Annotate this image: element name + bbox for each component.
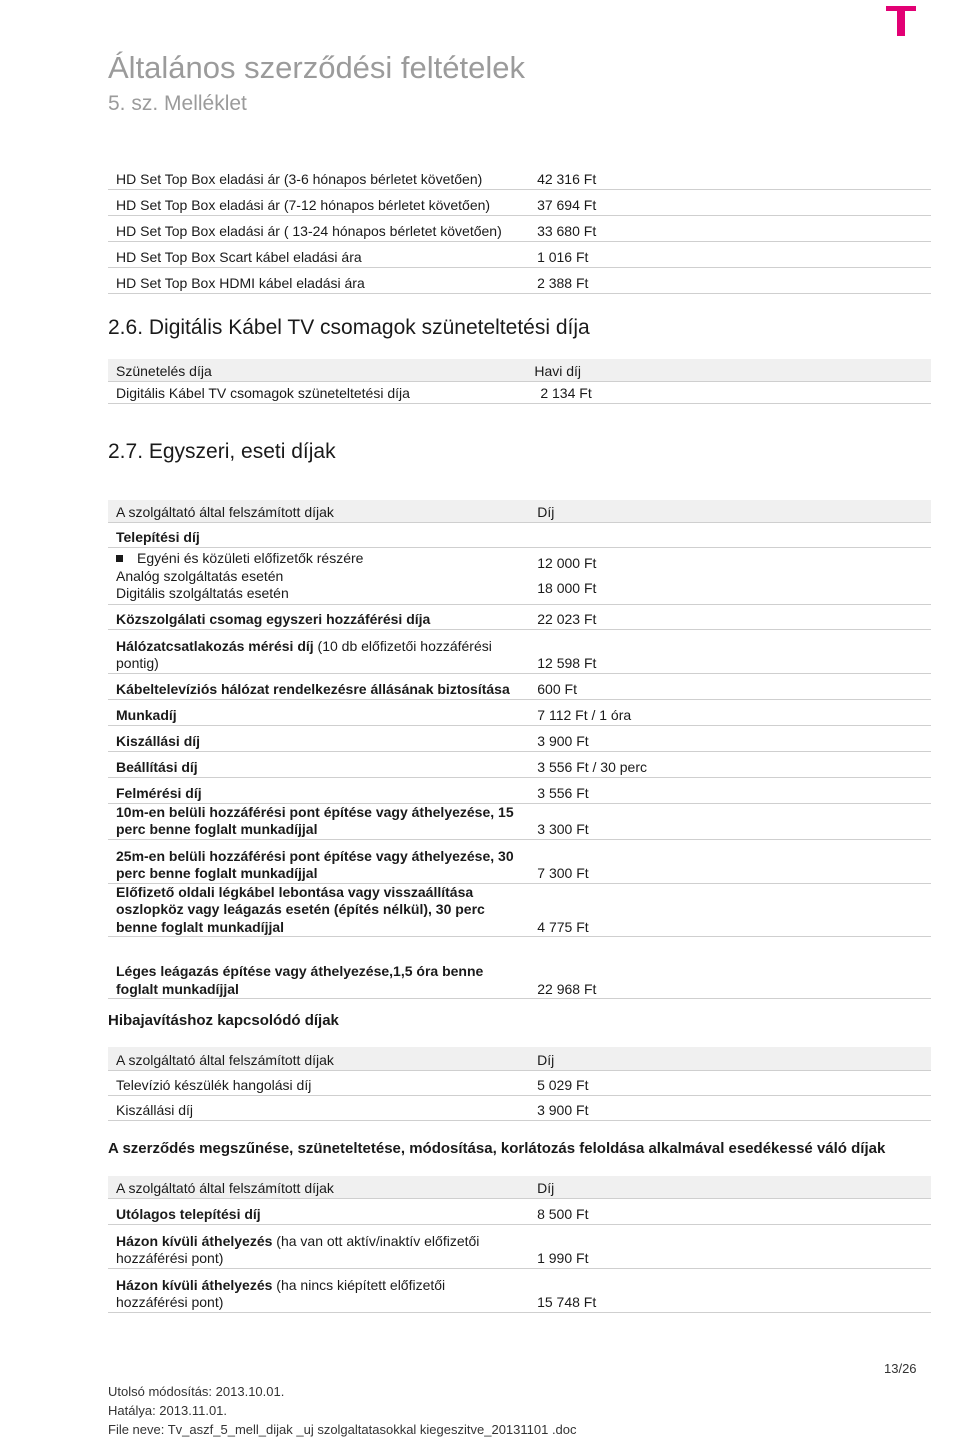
row-label: Kábeltelevíziós hálózat rendelkezésre állásának biztosítása <box>108 673 525 699</box>
bullet-text: Egyéni és közületi előfizetők részére <box>137 550 364 566</box>
header-label: A szolgáltató által felszámított díjak <box>108 1047 525 1070</box>
table-row <box>108 522 931 547</box>
analog-value: 12 000 Ft <box>537 554 597 571</box>
table-row <box>108 381 931 403</box>
document-title: Általános szerződési feltételek <box>108 50 526 85</box>
page-header <box>108 50 525 117</box>
row-value: 7 112 Ft / 1 óra <box>525 699 931 725</box>
row-label: HD Set Top Box eladási ár (7-12 hónapos bérletet követően) <box>108 189 525 215</box>
table-row <box>108 777 931 803</box>
row-label: HD Set Top Box eladási ár (3-6 hónapos bérletet követően) <box>108 163 525 189</box>
suspension-fee-table <box>108 359 931 404</box>
section-2-7-heading: 2.7. Egyszeri, eseti díjak <box>108 440 336 463</box>
row-value: 12 598 Ft <box>525 629 931 673</box>
install-fee-label: Telepítési díj <box>108 522 525 547</box>
table-row <box>108 839 931 883</box>
table-row <box>108 629 931 673</box>
table-row <box>108 1224 931 1268</box>
row-label: Beállítási díj <box>108 751 525 777</box>
row-label-note: (10 db előfizetői hozzáférési pontig) <box>116 637 492 671</box>
stb-price-table <box>108 163 931 294</box>
row-label-bold: Házon kívüli áthelyezés <box>116 1232 273 1249</box>
row-label: 25m-en belüli hozzáférési pont építése vagy áthelyezése, 30 perc benne foglalt munkadíjjal <box>108 839 525 883</box>
row-value: 22 023 Ft <box>525 604 931 629</box>
row-value: 4 775 Ft <box>525 883 931 937</box>
table-header-row <box>108 1176 931 1198</box>
row-value: 33 680 Ft <box>525 215 931 241</box>
table-header-row <box>108 359 931 381</box>
table-row <box>108 937 931 999</box>
row-label-bold: Hálózatcsatlakozás mérési díj <box>116 637 314 654</box>
row-label: HD Set Top Box eladási ár ( 13-24 hónapos bérletet követően) <box>108 215 525 241</box>
document-subtitle: 5. sz. Melléklet <box>108 92 247 115</box>
row-label-bold: Utólagos telepítési díj <box>116 1206 261 1222</box>
row-label-note: (ha nincs kiépített előfizetői hozzáférési pont) <box>116 1276 446 1310</box>
repair-heading: Hibajavításhoz kapcsolódó díjak <box>108 1012 339 1029</box>
bullet-icon <box>116 555 123 562</box>
row-label <box>108 1268 525 1312</box>
header-value: Díj <box>525 500 931 522</box>
table-row <box>108 241 931 267</box>
header-value: Havi díj <box>522 359 931 381</box>
row-value: 42 316 Ft <box>525 163 931 189</box>
termination-fees-table <box>108 1176 931 1313</box>
page-number: 13/26 <box>884 1361 917 1376</box>
table-row <box>108 883 931 937</box>
table-row <box>108 751 931 777</box>
row-label: Kiszállási díj <box>108 725 525 751</box>
row-value: 1 016 Ft <box>525 241 931 267</box>
table-row <box>108 215 931 241</box>
row-value: 15 748 Ft <box>525 1268 931 1312</box>
row-label: Felmérési díj <box>108 777 525 803</box>
table-row <box>108 604 931 629</box>
table-row <box>108 1268 931 1312</box>
page-footer <box>108 1382 577 1439</box>
header-label: A szolgáltató által felszámított díjak <box>108 500 525 522</box>
row-label: HD Set Top Box HDMI kábel eladási ára <box>108 267 525 293</box>
row-value: 3 900 Ft <box>525 725 931 751</box>
row-value: 2 388 Ft <box>525 267 931 293</box>
table-row <box>108 1070 931 1095</box>
row-label <box>108 1224 525 1268</box>
table-row <box>108 673 931 699</box>
telekom-logo-icon <box>886 0 916 40</box>
header-label: A szolgáltató által felszámított díjak <box>108 1176 525 1198</box>
table-row <box>108 267 931 293</box>
row-value: 5 029 Ft <box>525 1070 931 1095</box>
table-row <box>108 1095 931 1120</box>
row-label-bold: Házon kívüli áthelyezés <box>116 1276 273 1293</box>
row-value: 3 300 Ft <box>525 803 931 839</box>
digital-value: 18 000 Ft <box>537 579 597 596</box>
row-value: 8 500 Ft <box>525 1198 931 1224</box>
header-label: Szünetelés díja <box>108 359 522 381</box>
row-label: Munkadíj <box>108 699 525 725</box>
row-value: 7 300 Ft <box>525 839 931 883</box>
row-value: 3 900 Ft <box>525 1095 931 1120</box>
row-value: 1 990 Ft <box>525 1224 931 1268</box>
table-row <box>108 163 931 189</box>
digital-label: Digitális szolgáltatás esetén <box>116 585 289 601</box>
row-value: 2 134 Ft <box>522 381 931 403</box>
effective-date: Hatálya: 2013.11.01. <box>108 1403 228 1418</box>
row-label: Közszolgálati csomag egyszeri hozzáférési díja <box>108 604 525 629</box>
row-label: Előfizető oldali légkábel lebontása vagy visszaállítása oszlopköz vagy leágazás esetén (építés nélkül), 30 perc benne foglalt munkadíjjal <box>108 883 525 937</box>
header-value: Díj <box>525 1047 931 1070</box>
row-label: HD Set Top Box Scart kábel eladási ára <box>108 241 525 267</box>
table-row <box>108 803 931 839</box>
row-value: 22 968 Ft <box>525 937 931 999</box>
row-value: 3 556 Ft <box>525 777 931 803</box>
row-label: Kiszállási díj <box>108 1095 525 1120</box>
row-label: Televízió készülék hangolási díj <box>108 1070 525 1095</box>
file-name: File neve: Tv_aszf_5_mell_dijak _uj szolgaltatasokkal kiegeszitve_20131101 .doc <box>108 1422 577 1437</box>
row-label <box>108 1198 525 1224</box>
row-value: 600 Ft <box>525 673 931 699</box>
header-value: Díj <box>525 1176 931 1198</box>
table-header-row <box>108 1047 931 1070</box>
row-value: 3 556 Ft / 30 perc <box>525 751 931 777</box>
table-row <box>108 547 931 604</box>
row-label: Digitális Kábel TV csomagok szüneteltetési díja <box>108 381 522 403</box>
row-label-note: (ha van ott aktív/inaktív előfizetői hozzáférési pont) <box>116 1232 480 1266</box>
row-label: 10m-en belüli hozzáférési pont építése vagy áthelyezése, 15 perc benne foglalt munkadíjjal <box>108 803 525 839</box>
table-row <box>108 725 931 751</box>
termination-heading: A szerződés megszűnése, szüneteltetése, módosítása, korlátozás feloldása alkalmával esedékessé váló díjak <box>108 1140 886 1157</box>
section-2-6-heading: 2.6. Digitális Kábel TV csomagok szüneteltetési díja <box>108 316 590 339</box>
analog-label: Analóg szolgáltatás esetén <box>116 567 284 584</box>
row-label: Léges leágazás építése vagy áthelyezése,1,5 óra benne foglalt munkadíjjal <box>108 937 525 999</box>
one-time-fees-table <box>108 500 931 999</box>
last-modified: Utolsó módosítás: 2013.10.01. <box>108 1384 285 1399</box>
row-value: 37 694 Ft <box>525 189 931 215</box>
table-row <box>108 699 931 725</box>
row-label <box>108 629 525 673</box>
repair-fees-table <box>108 1047 931 1121</box>
table-header-row <box>108 500 931 522</box>
table-row <box>108 189 931 215</box>
table-row <box>108 1198 931 1224</box>
